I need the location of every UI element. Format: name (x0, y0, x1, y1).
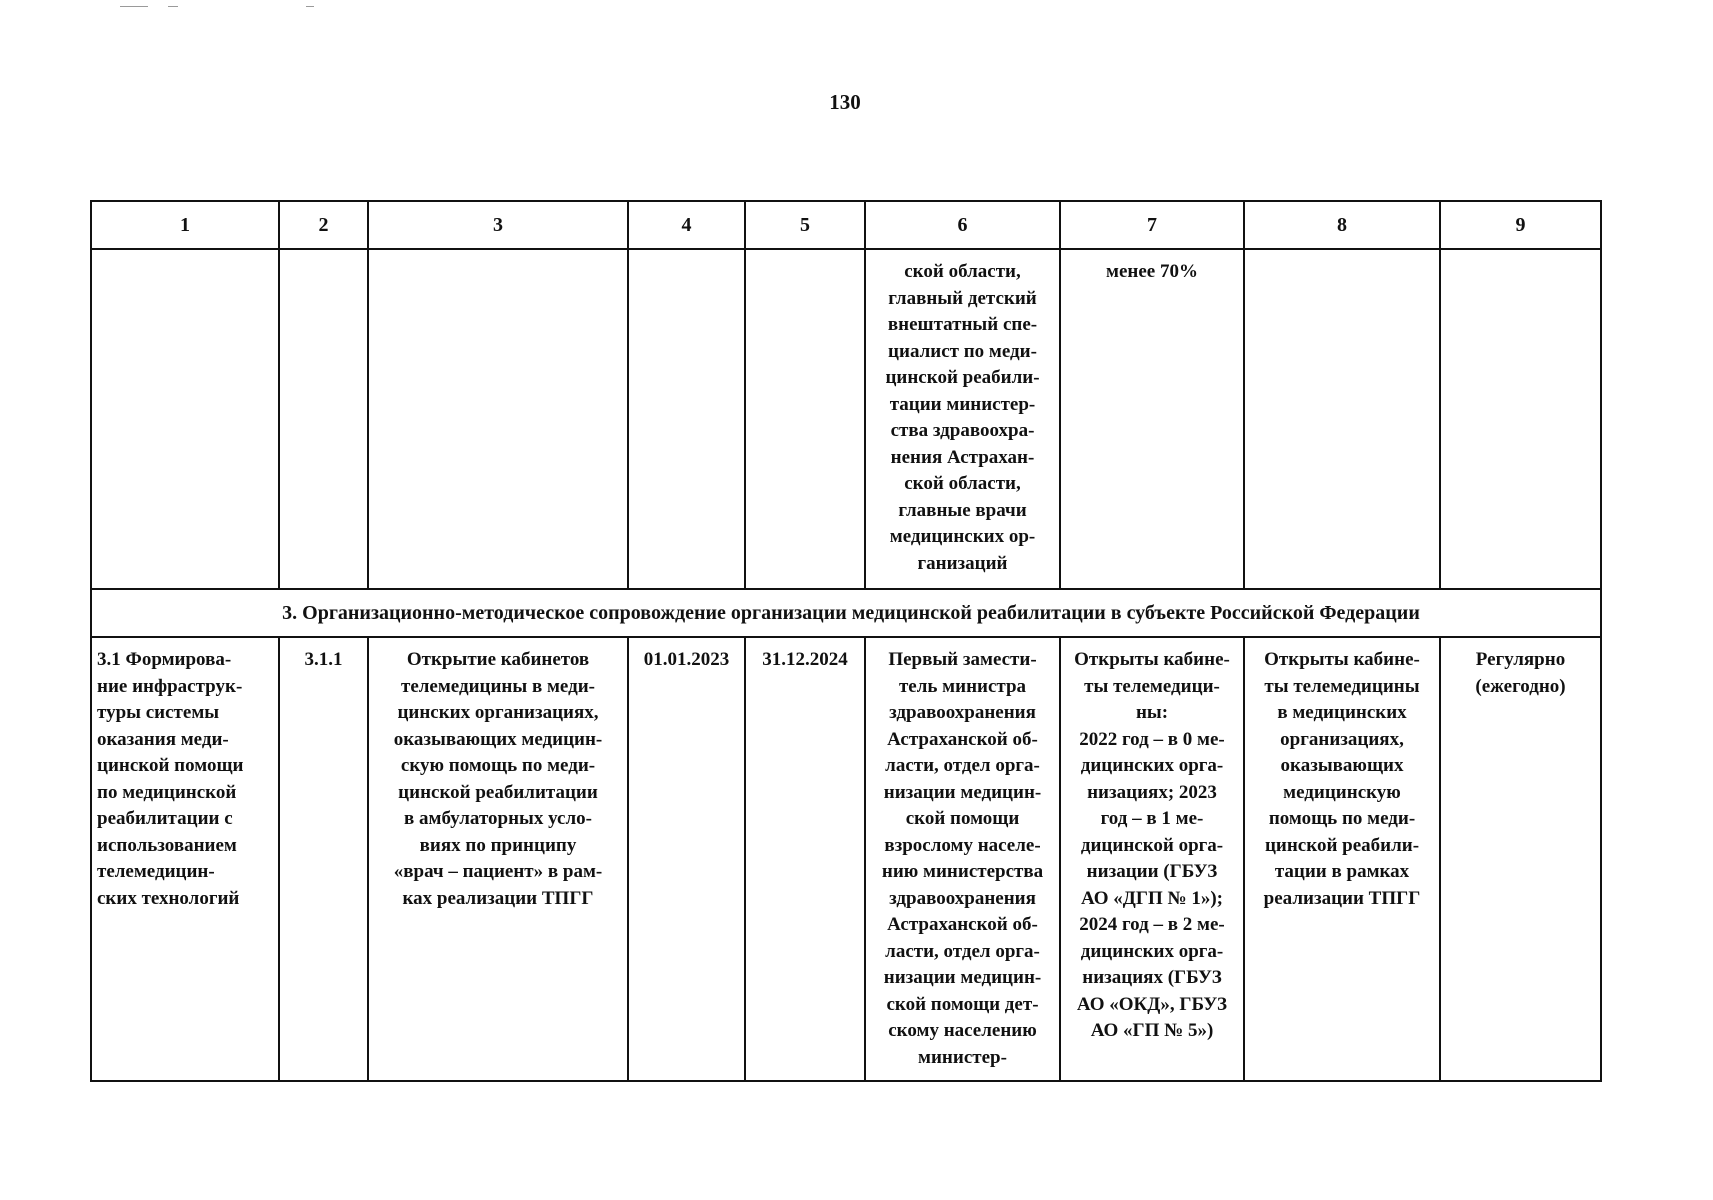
cell-text: 01.01.2023 (643, 649, 730, 670)
page-number: 130 (829, 90, 861, 114)
cell-text: 31.12.2024 (762, 649, 848, 670)
table-cell (628, 249, 745, 589)
cell-text: ской области, главный детский внештатный спе- циалист по меди- цинской реабили- тации министер- ства здравоохра- нения Астрахан- ской области, главные врачи медицинских ор- ганизаций (885, 261, 1040, 574)
table-cell-start-date (628, 637, 745, 1081)
cell-text: Открыты кабине- ты телемедицины в медицинских организациях, оказывающих медицинскую помощь по меди- цинской реабили- тации в рамках реализации ТПГГ (1263, 649, 1421, 909)
table-cell (745, 249, 865, 589)
section-title: 3. Организационно-методическое сопровождение организации медицинской реабилитации в субъекте Российской Федерации (91, 589, 1601, 637)
table-cell-frequency (1440, 637, 1601, 1081)
column-header-row (91, 201, 1601, 249)
table-cell-result (1060, 249, 1244, 589)
cell-text: Открыты кабине- ты телемедици- ны: 2022 год – в 0 ме- дицинских орга- низациях; 2023 год – в 1 ме- дицинской орга- низации (ГБУЗ АО «ДГП № 1»); 2024 год – в 2 ме- дицинских орга- низациях (ГБУЗ АО «ОКД», ГБУЗ АО «ГП № 5») (1074, 649, 1230, 1041)
column-header: 8 (1244, 201, 1440, 249)
column-header: 3 (368, 201, 628, 249)
table-cell (1440, 249, 1601, 589)
column-header: 7 (1060, 201, 1244, 249)
section-row (91, 589, 1601, 637)
cell-text: Первый замести- тель министра здравоохранения Астраханской об- ласти, отдел орга- низации медицин- ской помощи взрослому населе- нию министерства здравоохранения Астраханской об- ласти, отдел орга- низации медицин- ской помощи дет- скому населению министер- (881, 649, 1044, 1068)
cell-text: менее 70% (1106, 261, 1198, 282)
table-cell-result (1060, 637, 1244, 1081)
column-header: 4 (628, 201, 745, 249)
table-cell (1244, 249, 1440, 589)
table-cell-task (91, 637, 279, 1081)
plan-table (90, 200, 1602, 1082)
column-header: 9 (1440, 201, 1601, 249)
cell-text: Открытие кабинетов телемедицины в меди- цинских организациях, оказывающих медицин- скую помощь по меди- цинской реабилитации в амбулаторных усло- виях по принципу «врач – пациент» в рам- ках реализации ТПГГ (393, 649, 603, 909)
table-cell-end-date (745, 637, 865, 1081)
table-cell-indicator (1244, 637, 1440, 1081)
cell-text: 3.1.1 (304, 649, 343, 670)
column-header: 1 (91, 201, 279, 249)
column-header: 5 (745, 201, 865, 249)
table-row (91, 249, 1601, 589)
table-cell-responsible (865, 249, 1060, 589)
column-header: 6 (865, 201, 1060, 249)
table-cell (91, 249, 279, 589)
cell-text: 3.1 Формирова- ние инфраструк- туры системы оказания меди- цинской помощи по медицинской реабилитации с использованием телемедицин- ских технологий (97, 649, 244, 909)
scan-artifact (120, 6, 350, 8)
table-cell (279, 249, 368, 589)
table-row (91, 637, 1601, 1081)
cell-text: Регулярно (ежегодно) (1475, 649, 1566, 697)
table-cell-responsible (865, 637, 1060, 1081)
column-header: 2 (279, 201, 368, 249)
table-cell-activity (368, 637, 628, 1081)
table-cell (368, 249, 628, 589)
table-cell-number (279, 637, 368, 1081)
